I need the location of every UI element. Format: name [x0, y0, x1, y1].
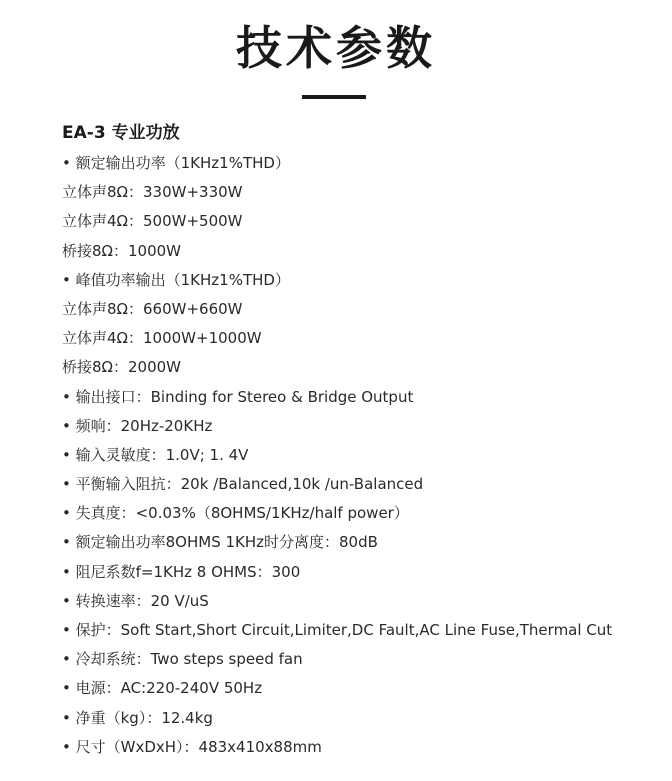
spec-rated-bridge-8ohm: 桥接8Ω：1000W [62, 241, 182, 260]
spec-list [62, 149, 662, 762]
spec-damping-factor: • 阻尼系数f=1KHz 8 OHMS：300 [62, 562, 301, 581]
spec-peak-bridge-8ohm: 桥接8Ω：2000W [62, 358, 182, 377]
spec-rated-stereo-4ohm: 立体声4Ω：500W+500W [62, 212, 243, 231]
spec-rated-stereo-8ohm: 立体声8Ω：330W+330W [62, 183, 243, 202]
spec-net-weight: • 净重（kg）：12.4kg [62, 708, 213, 727]
spec-input-sensitivity: • 输入灵敏度：1.0V; 1. 4V [62, 445, 249, 464]
spec-peak-power-heading: • 峰值功率输出（1KHz1%THD） [62, 270, 290, 289]
spec-power-supply: • 电源：AC:220-240V 50Hz [62, 679, 263, 698]
spec-slew-rate: • 转换速率：20 V/uS [62, 591, 209, 610]
spec-rated-power-heading: • 额定输出功率（1KHz1%THD） [62, 154, 290, 172]
product-name: EA-3 专业功放 [62, 123, 180, 143]
spec-output-connector: • 输出接口：Binding for Stereo & Bridge Output [62, 387, 414, 406]
title-underline [302, 95, 366, 99]
spec-dimensions: • 尺寸（WxDxH）：483x410x88mm [62, 737, 322, 756]
spec-separation: • 额定输出功率8OHMS 1KHz时分离度：80dB [62, 533, 378, 552]
page-title: 技术参数 [236, 21, 436, 75]
spec-cooling: • 冷却系统：Two steps speed fan [62, 650, 303, 669]
spec-input-impedance: • 平衡输入阻抗：20k /Balanced,10k /un-Balanced [62, 475, 424, 494]
spec-protection: • 保护：Soft Start,Short Circuit,Limiter,DC Fault,AC Line Fuse,Thermal Cut [62, 621, 613, 639]
spec-peak-stereo-4ohm: 立体声4Ω：1000W+1000W [62, 329, 262, 348]
spec-peak-stereo-8ohm: 立体声8Ω：660W+660W [62, 299, 243, 318]
spec-distortion: • 失真度：<0.03%（8OHMS/1KHz/half power） [62, 504, 409, 523]
spec-frequency-response: • 频响：20Hz-20KHz [62, 416, 213, 435]
